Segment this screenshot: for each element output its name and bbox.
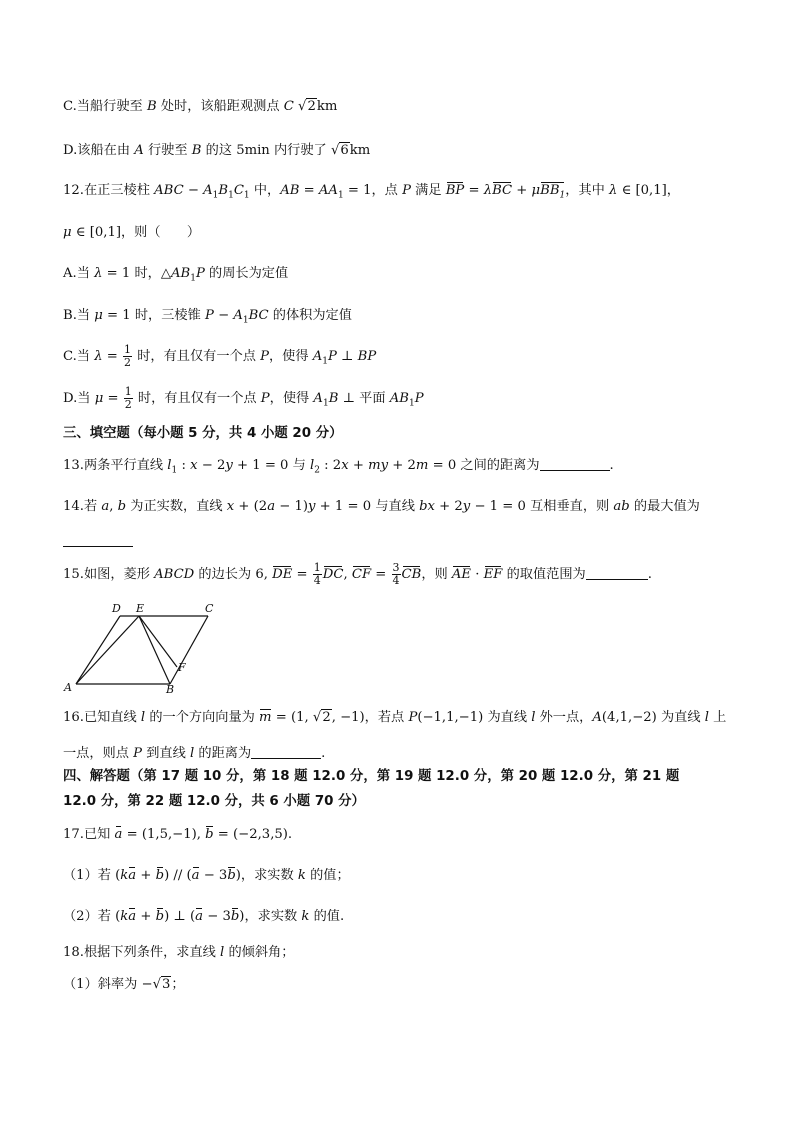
answer-blank[interactable]: [251, 744, 321, 759]
q12-option-d: D.当 μ = $\frac{1}{2}$ 时，有且仅有一个点 P，使得 $A_1B$ ⊥ 平面 $AB_1P$: [63, 385, 424, 411]
section-4-heading-1: 四、解答题（第 17 题 10 分，第 18 题 12.0 分，第 19 题 12.0 分，第 20 题 12.0 分，第 21 题: [63, 769, 680, 784]
edge-da: [76, 616, 120, 684]
section-3-heading: 三、填空题（每小题 5 分，共 4 小题 20 分）: [63, 426, 343, 441]
q18-part-1: （1）斜率为 −√3；: [63, 977, 185, 992]
label-a: A: [64, 681, 72, 694]
q11-option-c: [63, 97, 337, 117]
q18: 18.根据下列条件，求直线 l 的倾斜角；: [63, 945, 295, 960]
edge-bc: [170, 616, 208, 684]
section-4-heading-2: 12.0 分，第 22 题 12.0 分，共 6 小题 70 分）: [63, 794, 365, 809]
label-b: B: [166, 683, 175, 695]
q12-option-c: C.当 λ = $\frac{1}{2}$ 时，有且仅有一个点 P，使得 $A_1P$ ⊥ BP: [63, 343, 377, 369]
q14: 14.若 a, b 为正实数，直线 x + (2a − 1)y + 1 = 0 与直线 bx + 2y − 1 = 0 互相垂直，则 ab 的最大值为: [63, 499, 700, 514]
segment-bf-aux: [139, 616, 170, 684]
q12-stem-1: 12.在正三棱柱 ABC − $A_1B_1C_1$ 中，AB = $AA_1 = 1$，点 P 满足 BP = λBC + μBB$_1$，其中 λ ∈ [0,1]，: [63, 181, 680, 206]
q17-part-1: （1）若 (ka + b) // (a − 3b)，求实数 k 的值；: [63, 866, 350, 886]
q17-part-2: （2）若 (ka + b) ⊥ (a − 3b)，求实数 k 的值.: [63, 907, 344, 927]
label-c: C: [205, 602, 214, 615]
label-e: E: [136, 602, 145, 615]
segment-ae: [76, 616, 139, 684]
label-d: D: [112, 602, 121, 615]
q17: 17.已知 a = (1,5,−1), b = (−2,3,5).: [63, 825, 292, 845]
segment-ef: [139, 616, 177, 667]
rhombus-figure: [62, 600, 222, 695]
answer-blank[interactable]: [63, 532, 133, 547]
q12-option-b: B.当 μ = 1 时，三棱锥 $P - A_1BC$ 的体积为定值: [63, 308, 352, 326]
q12-stem-2: μ ∈ [0,1]，则（ ）: [63, 225, 201, 240]
q11-option-d: D.该船在由 A 行驶至 B 的这 5min 内行驶了 √6km: [63, 143, 371, 158]
answer-blank[interactable]: [586, 565, 648, 580]
q11c-text: C.当船行驶至 B 处时，该船距观测点 C √2km: [63, 99, 338, 114]
label-f: F: [178, 661, 186, 674]
q16-line-2: 一点，则点 P 到直线 l 的距离为 .: [63, 746, 326, 761]
q16-line-1: 16.已知直线 l 的一个方向向量为 m = (1, √2, −1)，若点 P(−1,1,−1) 为直线 l 外一点，A(4,1,−2) 为直线 l 上: [63, 708, 726, 728]
q15: 15.如图，菱形 ABCD 的边长为 6, DE = $\frac{1}{4}$ DC, CF = $\frac{3}{4}$ CB，则 AE · EF 的取值范围为 .: [63, 561, 652, 587]
q12-option-a: A.当 λ = 1 时，$\triangle AB_1P$ 的周长为定值: [63, 266, 289, 284]
answer-blank[interactable]: [540, 456, 610, 471]
q13: 13.两条平行直线 $l_1$ : x − 2y + 1 = 0 与 $l_2$ : 2x + my + 2m = 0 之间的距离为 .: [63, 458, 614, 476]
